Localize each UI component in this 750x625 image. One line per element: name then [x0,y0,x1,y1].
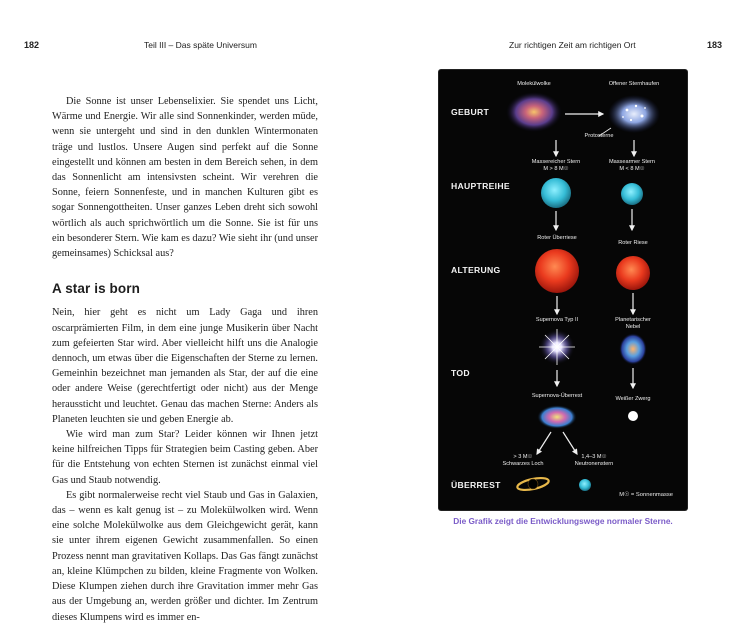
label-protostars: Protosterne [584,133,614,139]
stage-birth: GEBURT [451,107,490,117]
neutron-star-name: Neutronenstern [574,461,614,467]
low-mass-star-image [621,183,643,205]
figure-legend: M☉ = Sonnenmasse [619,492,673,498]
paragraph-lady-gaga: Nein, hier geht es nicht um Lady Gaga und ihren oscarprämierten Film, in dem eine junge Musikerin über Nacht zum gefeierten Star wird. Aber vielleicht hilft uns die Analogie dennoch, um etwas über die Eigenschaften der Sterne zu lernen. Gemeinhin bezeichnet man jemanden als Star, der auf die eine oder andere Weise (gerechtfertigt oder nicht) aus der Menge heraussticht und leuchtet. Genau das machen Sterne: Anders als Planeten leuchten sie und geben Energie ab. [52,307,318,425]
stage-death: TOD [451,368,470,378]
stage-remnant: ÜBERREST [451,480,501,490]
open-cluster-image [608,95,660,133]
molecular-cloud-image [506,92,562,132]
left-page [0,0,375,623]
planetary-nebula-image [619,333,647,365]
arrow-to-black-hole [537,432,551,454]
label-planetary-nebula [603,317,663,331]
massive-star-name: Massereicher Stern [531,159,581,165]
massive-star-image [541,178,571,208]
neutron-star-mass: 1,4–3 M☉ [581,454,607,460]
massive-star-mass: M > 8 M☉ [543,166,569,172]
label-white-dwarf: Weißer Zwerg [615,396,651,402]
label-low-mass-star [602,159,662,173]
low-mass-star-mass: M < 8 M☉ [619,166,645,172]
label-red-giant: Roter Riese [618,240,648,246]
low-mass-star-name: Massearmer Stern [608,159,655,165]
running-head-right: Zur richtigen Zeit am richtigen Ort [509,40,636,50]
page-number-right: 183 [707,40,723,50]
paragraph-molecular-clouds: Es gibt normalerweise recht viel Staub und Gas in Galaxien, das – wenn es kalt genug ist – zu Molekülwolken wird. Wenn eine solche Molekülwolke aus dem Gleichgewicht gerät, kann sie unter ihrem eigenen Gewicht zusammenfallen. So einen Prozess nennt man gravitativen Kollaps. Das Gas fängt zunächst an, kleine Klümpchen zu bilden, kleine Fragmente von Wolken. Diese Klumpen ziehen durch ihre Gravitation immer mehr Gas aus der Umgebung an, werden größer und dichter. Im Zentrum dieses Klumpens wird es immer en- [52,489,318,623]
label-supernova-remnant: Supernova-Überrest [531,393,583,399]
paragraph-intro: Die Sonne ist unser Lebenselixier. Sie spendet uns Licht, Wärme und Energie. Wir alle sind Sonnenkinder, werden müde, wenn sie untergeht und sind in den dunklen Wintermonaten träge und lustlos. Unsere Augen sind perfekt auf die Sonne eingestellt und können am besten in dem Bereich sehen, in dem das Sonnenlicht am intensivsten scheint. Wir verehren die Sonne, feiern Sonnenfeste, und in manchen Kulturen gibt es sogar Sonnengottheiten. Unser ganzes Leben dreht sich sowohl wörtlich als auch sprichwörtlich um die Sonne. Sie ist für uns ein besonderer Stern. Wie kam es dazu? Wie sieht ihr (und unser gemeinsames) Schicksal aus? [52,96,318,260]
body-text [52,94,318,625]
planetary-nebula-line-2: Nebel [625,324,641,330]
planetary-nebula-line-1: Planetarischer [615,317,651,323]
label-massive-star [526,159,586,173]
supernova-remnant-image [537,405,577,429]
label-supernova: Supernova Typ II [535,317,579,323]
label-open-cluster: Offener Sternhaufen [608,81,660,87]
arrow-to-neutron-star [563,432,577,454]
red-giant-image [616,256,650,290]
label-neutron-star [569,454,619,468]
black-hole-image [516,476,549,492]
stellar-evolution-illustration [439,70,687,510]
stage-main-sequence: HAUPTREIHE [451,181,510,191]
page-number-left: 182 [24,40,40,50]
right-page [375,0,750,598]
section-heading: A star is born [52,281,140,297]
neutron-star-image [579,479,591,491]
paragraph-casting: Wie wird man zum Star? Leider können wir Ihnen jetzt keine hilfreichen Tipps für Strategien beim Casting geben. Aber für die Entstehung von echten Sternen ist zunächst einmal viel Gas und Staub notwendig. [52,429,318,486]
stage-aging: ALTERUNG [451,265,501,275]
stellar-evolution-figure [439,70,687,510]
white-dwarf-image [628,411,638,421]
label-black-hole [501,454,545,468]
label-red-supergiant: Roter Überriese [537,235,577,241]
red-supergiant-image [535,249,579,293]
figure-caption: Die Grafik zeigt die Entwicklungswege normaler Sterne. [453,516,673,526]
black-hole-mass: > 3 M☉ [513,454,533,460]
label-molecular-cloud: Molekülwolke [517,81,551,87]
running-head-left: Teil III – Das späte Universum [144,40,257,50]
black-hole-name: Schwarzes Loch [502,461,544,467]
